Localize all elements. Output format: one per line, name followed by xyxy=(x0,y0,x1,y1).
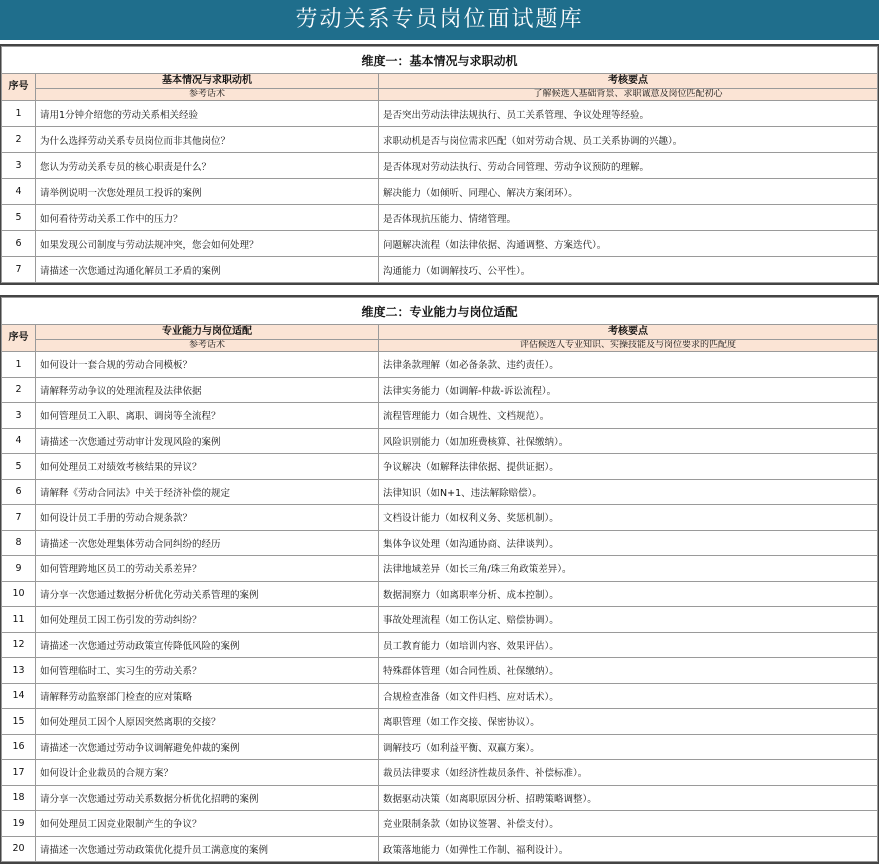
question-col-header: 基本情况与求职动机 xyxy=(36,74,379,89)
question-text: 请描述一次您通过沟通化解员工矛盾的案例 xyxy=(36,257,379,283)
question-text: 请描述一次您通过劳动政策宣传降低风险的案例 xyxy=(36,632,379,658)
row-number: 17 xyxy=(2,760,36,786)
assessment-point: 风险识别能力（如加班费核算、社保缴纳）。 xyxy=(379,428,878,454)
question-table xyxy=(1,46,878,283)
assessment-point: 集体争议处理（如沟通协商、法律谈判）。 xyxy=(379,530,878,556)
question-text: 请分享一次您通过数据分析优化劳动关系管理的案例 xyxy=(36,581,379,607)
row-number: 7 xyxy=(2,505,36,531)
table-row xyxy=(2,607,878,633)
question-text: 为什么选择劳动关系专员岗位而非其他岗位？ xyxy=(36,127,379,153)
table-row xyxy=(2,257,878,283)
question-text: 请用1分钟介绍您的劳动关系相关经验 xyxy=(36,101,379,127)
table-row xyxy=(2,709,878,735)
table-row xyxy=(2,403,878,429)
row-number: 4 xyxy=(2,428,36,454)
row-number: 20 xyxy=(2,836,36,862)
table-row xyxy=(2,454,878,480)
assessment-point: 是否突出劳动法律法规执行、员工关系管理、争议处理等经验。 xyxy=(379,101,878,127)
assessment-point: 事故处理流程（如工伤认定、赔偿协调）。 xyxy=(379,607,878,633)
question-text: 请描述一次您通过劳动审计发现风险的案例 xyxy=(36,428,379,454)
row-number: 7 xyxy=(2,257,36,283)
assessment-point: 政策落地能力（如弹性工作制、福利设计）。 xyxy=(379,836,878,862)
assessment-point: 特殊群体管理（如合同性质、社保缴纳）。 xyxy=(379,658,878,684)
question-text: 如何设计企业裁员的合规方案？ xyxy=(36,760,379,786)
row-number: 15 xyxy=(2,709,36,735)
table-row xyxy=(2,530,878,556)
question-text: 如何处理员工对绩效考核结果的异议？ xyxy=(36,454,379,480)
assessment-point: 法律地域差异（如长三角/珠三角政策差异）。 xyxy=(379,556,878,582)
table-row xyxy=(2,505,878,531)
table-row xyxy=(2,632,878,658)
row-number: 2 xyxy=(2,377,36,403)
question-text: 您认为劳动关系专员的核心职责是什么？ xyxy=(36,153,379,179)
question-col-subheader: 参考话术 xyxy=(36,340,379,352)
question-text: 如何管理员工入职、离职、调岗等全流程？ xyxy=(36,403,379,429)
assessment-point: 法律知识（如N+1、违法解除赔偿）。 xyxy=(379,479,878,505)
question-text: 请解释劳动监察部门检查的应对策略 xyxy=(36,683,379,709)
assessment-point: 法律条款理解（如必备条款、违约责任）。 xyxy=(379,352,878,378)
question-text: 如果发现公司制度与劳动法规冲突，您会如何处理？ xyxy=(36,231,379,257)
assessment-point: 员工教育能力（如培训内容、效果评估）。 xyxy=(379,632,878,658)
assessment-point: 问题解决流程（如法律依据、沟通调整、方案迭代）。 xyxy=(379,231,878,257)
assessment-point: 合规检查准备（如文件归档、应对话术）。 xyxy=(379,683,878,709)
question-text: 请解释劳动争议的处理流程及法律依据 xyxy=(36,377,379,403)
row-number: 11 xyxy=(2,607,36,633)
table-row xyxy=(2,352,878,378)
row-number: 9 xyxy=(2,556,36,582)
table-row xyxy=(2,428,878,454)
assessment-point: 离职管理（如工作交接、保密协议）。 xyxy=(379,709,878,735)
assessment-point: 数据洞察力（如离职率分析、成本控制）。 xyxy=(379,581,878,607)
table-row xyxy=(2,658,878,684)
points-col-subheader: 评估候选人专业知识、实操技能及与岗位要求的匹配度 xyxy=(379,340,878,352)
table-row xyxy=(2,836,878,862)
row-number: 1 xyxy=(2,352,36,378)
assessment-point: 沟通能力（如调解技巧、公平性）。 xyxy=(379,257,878,283)
question-text: 如何管理临时工、实习生的劳动关系？ xyxy=(36,658,379,684)
assessment-point: 解决能力（如倾听、同理心、解决方案闭环）。 xyxy=(379,179,878,205)
row-number: 6 xyxy=(2,231,36,257)
assessment-point: 求职动机是否与岗位需求匹配（如对劳动合规、员工关系协调的兴趣）。 xyxy=(379,127,878,153)
assessment-point: 数据驱动决策（如离职原因分析、招聘策略调整）。 xyxy=(379,785,878,811)
table-row xyxy=(2,811,878,837)
dimension-title: 维度一：基本情况与求职动机 xyxy=(2,47,878,74)
question-table xyxy=(1,297,878,862)
question-text: 如何设计员工手册的劳动合规条款？ xyxy=(36,505,379,531)
table-row xyxy=(2,556,878,582)
row-number: 18 xyxy=(2,785,36,811)
table-row xyxy=(2,683,878,709)
row-number: 5 xyxy=(2,454,36,480)
question-text: 如何处理员工因工伤引发的劳动纠纷？ xyxy=(36,607,379,633)
assessment-point: 是否体现抗压能力、情绪管理。 xyxy=(379,205,878,231)
seq-header: 序号 xyxy=(2,325,36,352)
assessment-point: 裁员法律要求（如经济性裁员条件、补偿标准）。 xyxy=(379,760,878,786)
assessment-point: 竞业限制条款（如协议签署、补偿支付）。 xyxy=(379,811,878,837)
question-text: 如何处理员工因竞业限制产生的争议？ xyxy=(36,811,379,837)
row-number: 16 xyxy=(2,734,36,760)
seq-header: 序号 xyxy=(2,74,36,101)
table-row xyxy=(2,231,878,257)
points-col-header: 考核要点 xyxy=(379,74,878,89)
page-title: 劳动关系专员岗位面试题库 xyxy=(0,0,879,40)
assessment-point: 流程管理能力（如合规性、文档规范）。 xyxy=(379,403,878,429)
row-number: 3 xyxy=(2,153,36,179)
assessment-point: 文档设计能力（如权利义务、奖惩机制）。 xyxy=(379,505,878,531)
table-row xyxy=(2,101,878,127)
row-number: 19 xyxy=(2,811,36,837)
row-number: 6 xyxy=(2,479,36,505)
question-text: 请描述一次您通过劳动争议调解避免仲裁的案例 xyxy=(36,734,379,760)
row-number: 3 xyxy=(2,403,36,429)
table-row xyxy=(2,479,878,505)
points-col-subheader: 了解候选人基础背景、求职诚意及岗位匹配初心 xyxy=(379,89,878,101)
row-number: 13 xyxy=(2,658,36,684)
table-row xyxy=(2,127,878,153)
row-number: 10 xyxy=(2,581,36,607)
table-row xyxy=(2,581,878,607)
question-col-subheader: 参考话术 xyxy=(36,89,379,101)
table-row xyxy=(2,734,878,760)
row-number: 5 xyxy=(2,205,36,231)
section-2 xyxy=(0,295,879,864)
question-text: 如何看待劳动关系工作中的压力？ xyxy=(36,205,379,231)
question-text: 如何设计一套合规的劳动合同模板？ xyxy=(36,352,379,378)
row-number: 14 xyxy=(2,683,36,709)
table-row xyxy=(2,760,878,786)
question-text: 请描述一次您处理集体劳动合同纠纷的经历 xyxy=(36,530,379,556)
table-row xyxy=(2,179,878,205)
table-row xyxy=(2,153,878,179)
question-text: 如何处理员工因个人原因突然离职的交接？ xyxy=(36,709,379,735)
assessment-point: 是否体现对劳动法执行、劳动合同管理、劳动争议预防的理解。 xyxy=(379,153,878,179)
table-row xyxy=(2,785,878,811)
question-text: 请分享一次您通过劳动关系数据分析优化招聘的案例 xyxy=(36,785,379,811)
dimension-title: 维度二：专业能力与岗位适配 xyxy=(2,298,878,325)
row-number: 12 xyxy=(2,632,36,658)
assessment-point: 争议解决（如解释法律依据、提供证据）。 xyxy=(379,454,878,480)
section-1 xyxy=(0,44,879,285)
row-number: 1 xyxy=(2,101,36,127)
row-number: 2 xyxy=(2,127,36,153)
row-number: 8 xyxy=(2,530,36,556)
question-text: 请举例说明一次您处理员工投诉的案例 xyxy=(36,179,379,205)
assessment-point: 法律实务能力（如调解-仲裁-诉讼流程）。 xyxy=(379,377,878,403)
question-text: 请解释《劳动合同法》中关于经济补偿的规定 xyxy=(36,479,379,505)
table-row xyxy=(2,205,878,231)
question-col-header: 专业能力与岗位适配 xyxy=(36,325,379,340)
points-col-header: 考核要点 xyxy=(379,325,878,340)
table-row xyxy=(2,377,878,403)
question-text: 请描述一次您通过劳动政策优化提升员工满意度的案例 xyxy=(36,836,379,862)
assessment-point: 调解技巧（如利益平衡、双赢方案）。 xyxy=(379,734,878,760)
question-text: 如何管理跨地区员工的劳动关系差异？ xyxy=(36,556,379,582)
row-number: 4 xyxy=(2,179,36,205)
